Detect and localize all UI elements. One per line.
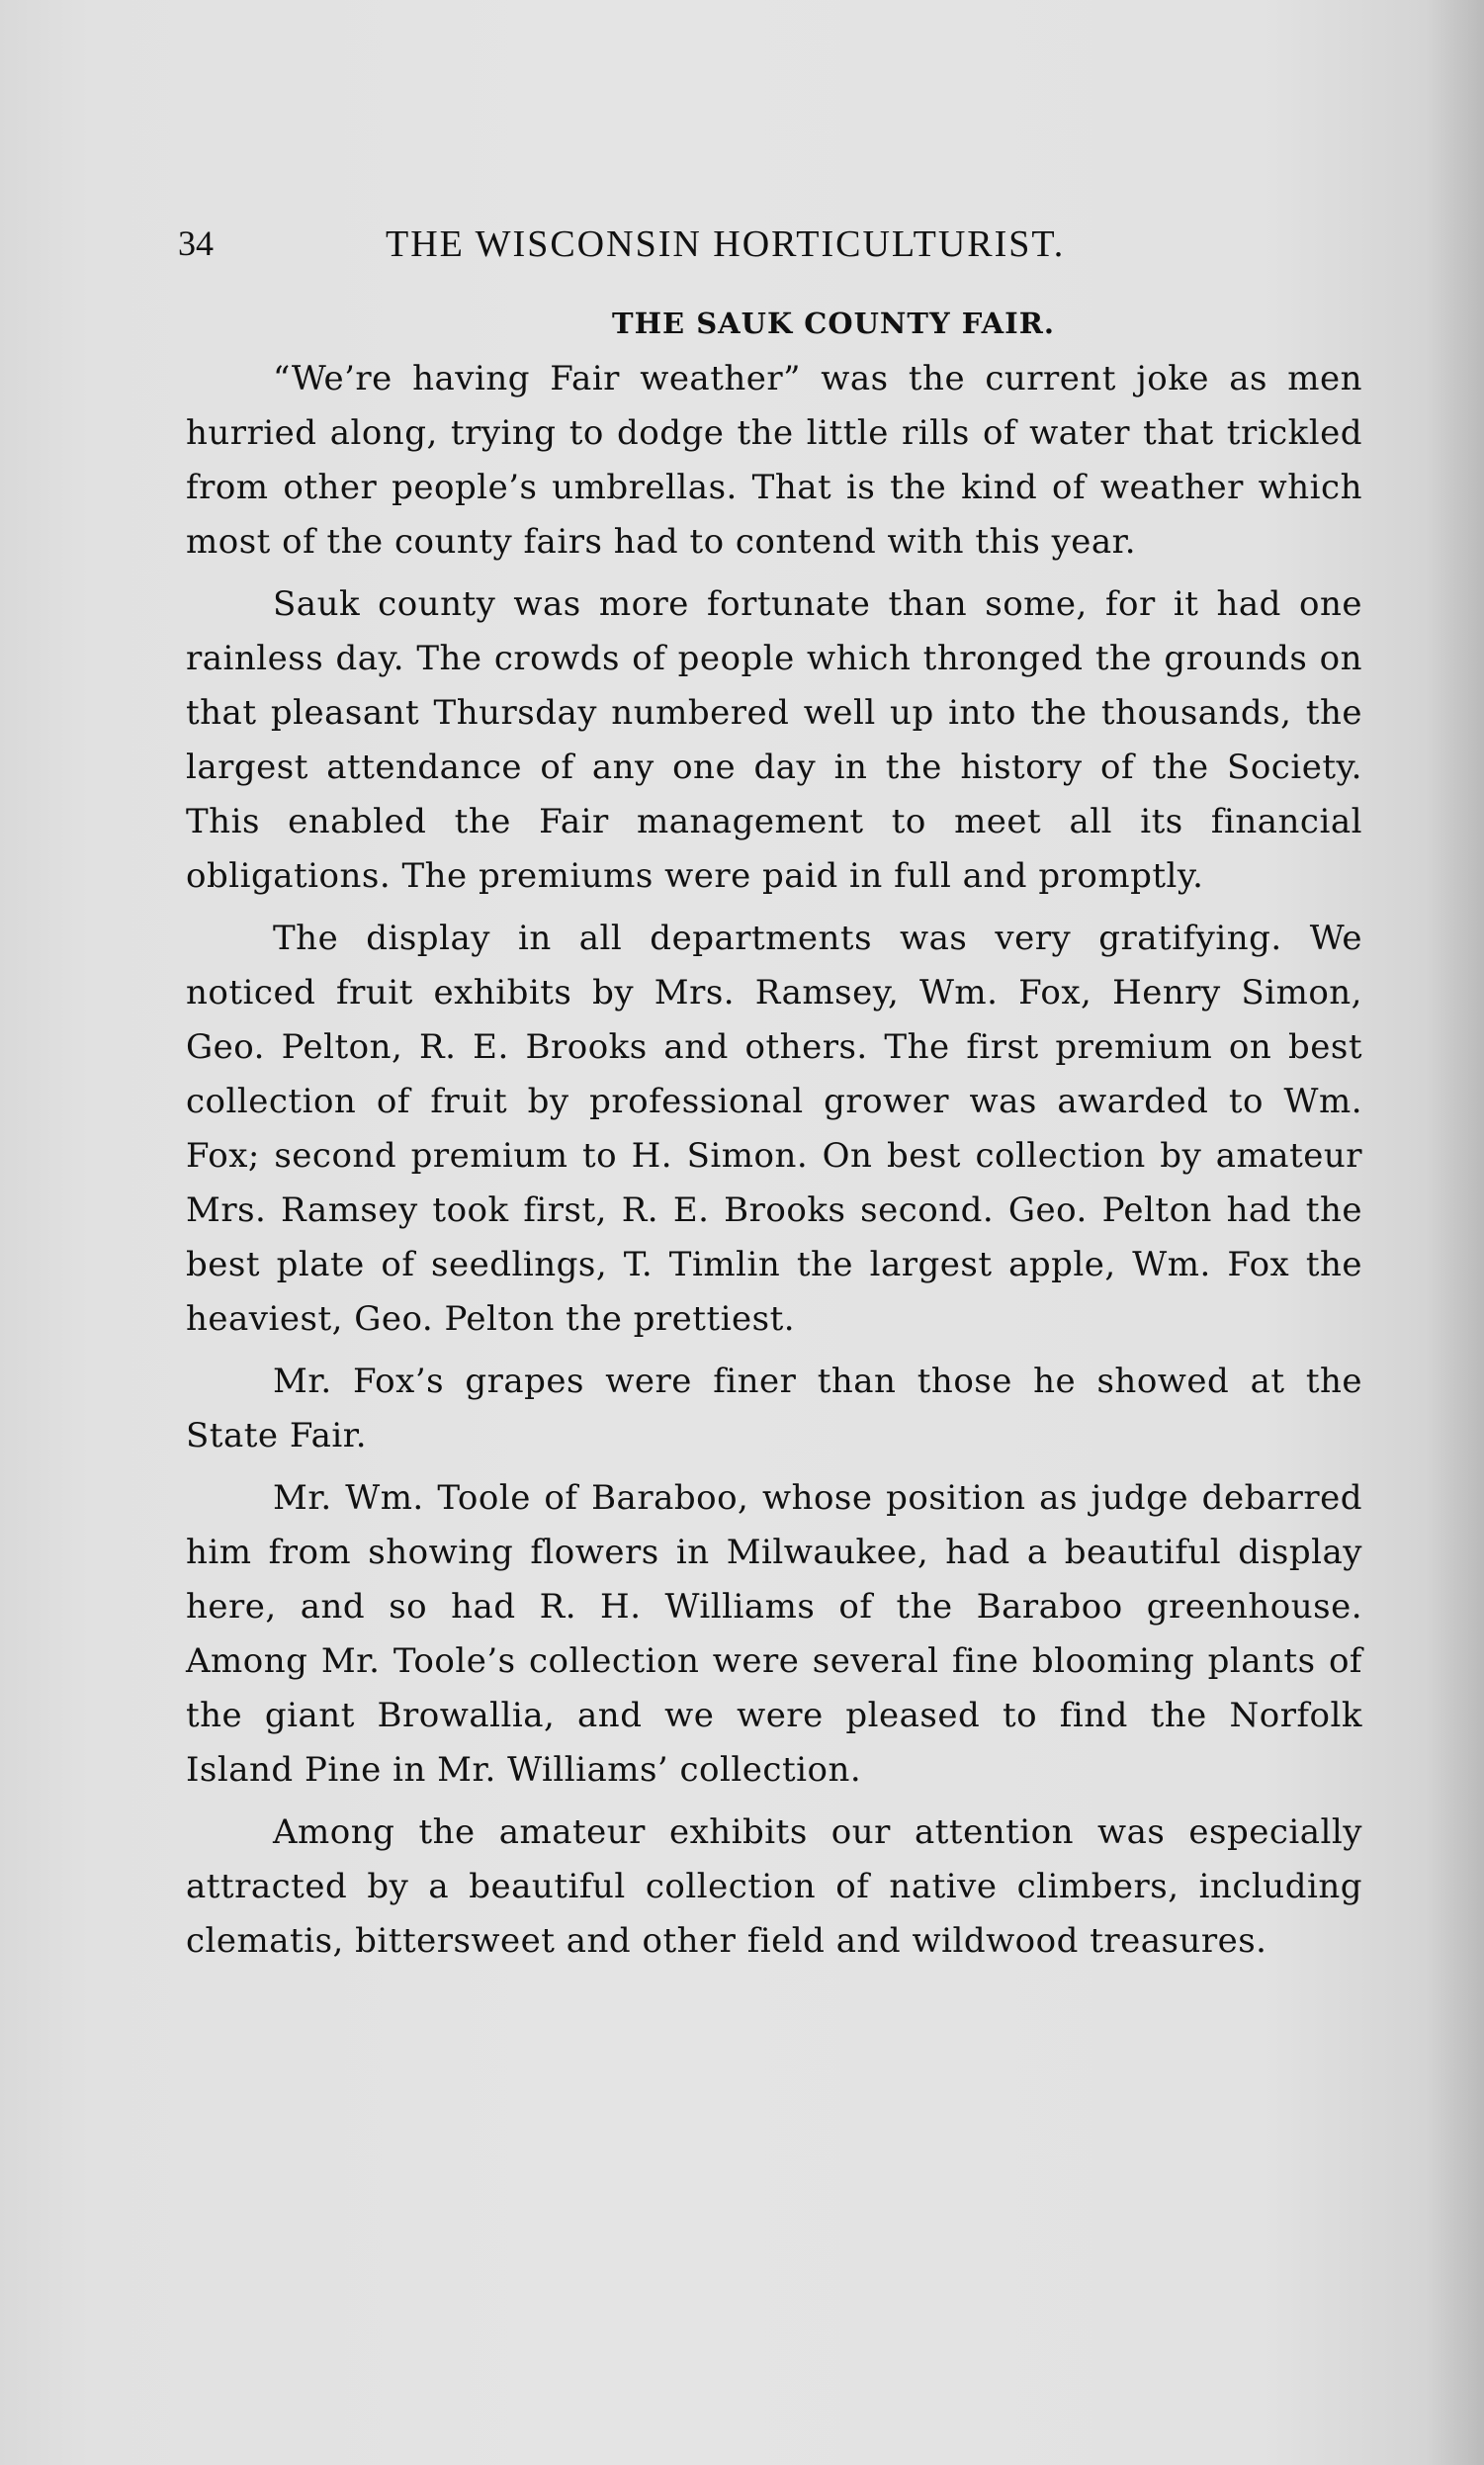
- journal-title: THE WISCONSIN HORTICULTURIST.: [386, 223, 1066, 265]
- paragraph: Sauk county was more fortunate than some, for it had one rainless day. The crowds of people which thronged the grounds on that pleasant Thursday numbered well up into the thousands, the largest attendance of any one day in the history of the Society. This enabled the Fair management to meet all its financial obligations. The premiums were paid in full and promptly.: [186, 584, 1362, 896]
- page-number: 34: [178, 223, 214, 263]
- paragraph: Among the amateur exhibits our attention was especially attracted by a beautiful collection of native climbers, including clematis, bittersweet and other field and wildwood treasures.: [186, 1812, 1362, 1961]
- paragraph: Mr. Fox’s grapes were finer than those he showed at the State Fair.: [186, 1362, 1362, 1455]
- paragraph: The display in all departments was very gratifying. We noticed fruit exhibits by Mrs. Ramsey, Wm. Fox, Henry Simon, Geo. Pelton, R. E. Brooks and others. The first premium on best collection of fruit by professional grower was awarded to Wm. Fox; second premium to H. Simon. On best collection by amateur Mrs. Ramsey took first, R. E. Brooks second. Geo. Pelton had the best plate of seedlings, T. Timlin the largest apple, Wm. Fox the heaviest, Geo. Pelton the prettiest.: [186, 919, 1362, 1339]
- page-edge-shadow: [1425, 0, 1484, 2465]
- running-head: [178, 222, 1345, 274]
- article: [186, 307, 1362, 1977]
- article-title: THE SAUK COUNTY FAIR.: [612, 307, 1055, 340]
- paragraph: “We’re having Fair weather” was the current joke as men hurried along, trying to dodge the little rills of water that trickled from other people’s umbrellas. That is the kind of weather which most of the county fairs had to contend with this year.: [186, 359, 1362, 562]
- paragraph: Mr. Wm. Toole of Baraboo, whose position as judge debarred him from showing flowers in Milwaukee, had a beautiful display here, and so had R. H. Williams of the Baraboo greenhouse. Among Mr. Toole’s collection were several fine blooming plants of the giant Browallia, and we were pleased to find the Norfolk Island Pine in Mr. Williams’ collection.: [186, 1478, 1362, 1790]
